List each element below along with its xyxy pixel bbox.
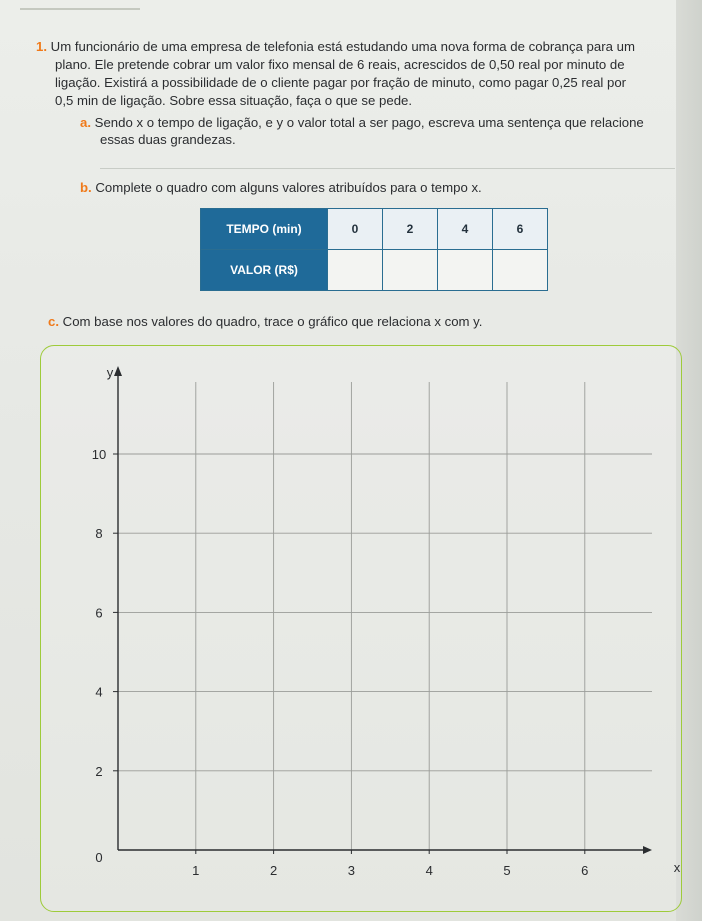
table-header-value: VALOR (R$) [201, 250, 328, 291]
question-number: 1. [36, 39, 47, 54]
x-axis-label: x [673, 860, 681, 875]
x-tick-label: 3 [347, 863, 356, 878]
item-c-text: c. Com base nos valores do quadro, trace o gráfico que relaciona x com y. [48, 314, 483, 329]
x-tick-label: 2 [269, 863, 278, 878]
table-cell-time: 0 [328, 209, 383, 250]
x-axis-arrow-icon [643, 846, 652, 854]
item-a-line-2: essas duas grandezas. [100, 132, 236, 147]
item-b-text: b. Complete o quadro com alguns valores atribuídos para o tempo x. [80, 180, 482, 195]
question-line-2: plano. Ele pretende cobrar um valor fixo mensal de 6 reais, acrescidos de 0,50 real por minuto de [55, 57, 625, 72]
x-tick-label: 5 [503, 863, 511, 878]
question-line-1: 1. Um funcionário de uma empresa de telefonia está estudando uma nova forma de cobrança para um [36, 39, 635, 54]
y-axis-label: y [106, 365, 114, 380]
y-tick-label: 4 [95, 684, 103, 700]
y-tick-label: 6 [95, 605, 103, 621]
y-tick-label: 10 [91, 447, 107, 462]
table-cell-time: 4 [438, 209, 493, 250]
question-line-3: ligação. Existirá a possibilidade de o cliente pagar por fração de minuto, como pagar 0,25 real por [55, 75, 627, 90]
y-axis-arrow-icon [114, 366, 122, 376]
y-tick-label: 2 [95, 763, 103, 779]
y-tick-label: 8 [95, 526, 103, 542]
item-a-line-1: a. Sendo x o tempo de ligação, e y o valor total a ser pago, escreva uma sentença que relacione [80, 115, 644, 130]
x-tick-label: 1 [192, 863, 200, 878]
table-cell-time: 2 [383, 209, 438, 250]
x-tick-label: 4 [425, 863, 433, 878]
origin-label: 0 [95, 850, 103, 865]
table-header-time: TEMPO (min) [201, 209, 328, 250]
table-cell-time: 6 [493, 209, 548, 250]
x-tick-label: 6 [581, 863, 589, 878]
question-line-4: 0,5 min de ligação. Sobre essa situação, faça o que se pede. [55, 93, 413, 108]
